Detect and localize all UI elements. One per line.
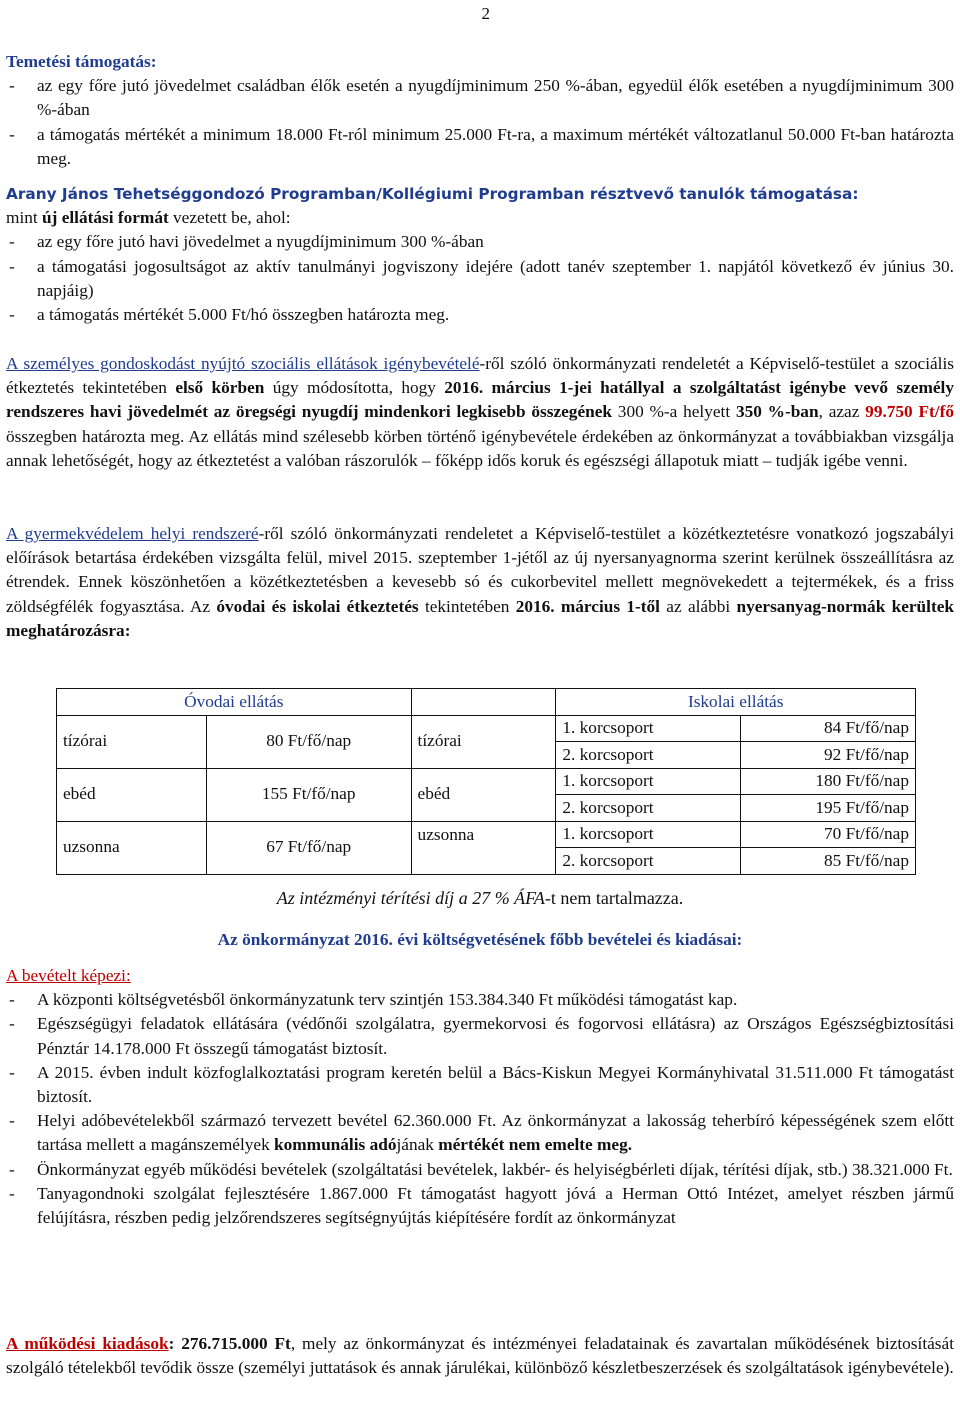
vat-note [6, 886, 954, 910]
paragraph-text: az alábbi [660, 596, 737, 616]
expenses-title: A működési kiadások [6, 1334, 169, 1353]
table-cell: 1. korcsoport [556, 715, 741, 742]
table-cell: uzsonna [411, 821, 556, 874]
table-cell: 85 Ft/fő/nap [741, 848, 916, 875]
revenue-section [6, 964, 954, 1230]
bold-text: 350 %-ban [735, 402, 819, 422]
table-cell: 195 Ft/fő/nap [741, 795, 916, 822]
table-cell: ebéd [411, 768, 556, 821]
list-item: - A 2015. évben indult közfoglalkoztatási program keretén belül a Bács-Kiskun Megyei Kormányhivatal 31.511.000 Ft támogatást biztosít. [6, 1061, 954, 1109]
expenses-amount: : 276.715.000 Ft [168, 1334, 291, 1353]
table-cell: 1. korcsoport [556, 821, 741, 848]
table-cell: ebéd [57, 768, 207, 821]
item-text: Helyi adóbevételekből származó tervezett bevétel 62.360.000 Ft. Az önkormányzat a lakosság teherbíró képességének szem előtt tartása mellett a magánszemélyek [37, 1111, 954, 1155]
list-item: - Egészségügyi feladatok ellátására (védőnői szolgálatra, gyermekorvosi és fogorvosi ellátásra) az Országos Egészségbiztosítási Pénztár 14.178.000 Ft összegű támogatást biztosít. [6, 1012, 954, 1060]
arany-janos-title: Arany János Tehetséggondozó Programban/Kollégiumi Programban résztvevő tanulók támogatása: [6, 185, 859, 203]
intro-text-tail: vezetett be, ahol: [168, 208, 291, 228]
bold-text: nyersanyag-normák kerültek meghatározásra: [6, 596, 955, 640]
bold-text: mértékét nem emelte meg. [438, 1135, 633, 1155]
list-item: - A központi költségvetésből önkormányzatunk terv szintjén 153.384.340 Ft működési támogatást kap. [6, 988, 954, 1012]
paragraph-text: , azaz [818, 402, 866, 422]
table-cell [411, 689, 556, 716]
vat-note-italic: Az intézményi térítési díj a 27 % ÁFA [276, 888, 545, 908]
list-item: - a támogatás mértékét a minimum 18.000 Ft-ról minimum 25.000 Ft-ra, a maximum mértékét változatlanul 50.000 Ft-ban határozta meg. [6, 123, 954, 171]
table-row [57, 715, 916, 742]
arany-janos-section [6, 182, 954, 327]
list-item [6, 1109, 954, 1157]
school-header: Iskolai ellátás [556, 689, 916, 716]
bold-text: 2016. március 1-jei hatállyal a szolgáltatást igénybe vevő személy rendszeres havi jövedelmét az öregségi nyugdíj mindenkori legkisebb összegének [6, 378, 954, 422]
table-cell: 2. korcsoport [556, 742, 741, 769]
table-cell: tízórai [411, 715, 556, 768]
paragraph-text: 300 %-a helyett [612, 402, 736, 422]
list-item: - Tanyagondnoki szolgálat fejlesztésére 1.867.000 Ft támogatást hagyott jóvá a Herman Ottó Intézet, amelyet részben jármű felújításra, részben pedig jelzőrendszeres segítségnyújtás kiépítésére fordít az önkormányzat [6, 1182, 954, 1230]
list-item: - az egy főre jutó havi jövedelmet a nyugdíjminimum 300 %-ában [6, 230, 954, 254]
bold-text: 2016. március 1-től [515, 596, 660, 616]
funeral-support-list [6, 74, 954, 171]
table-cell: tízórai [57, 715, 207, 768]
table-row [57, 768, 916, 795]
highlight-amount: 99.750 Ft/fő [865, 402, 954, 422]
food-norm-table [56, 688, 916, 875]
list-item: - a támogatási jogosultságot az aktív tanulmányi jogviszony idejére (adott tanév szeptember 1. napjától következő év június 30. napjáig) [6, 255, 954, 303]
arany-janos-list [6, 230, 954, 327]
table-cell: 92 Ft/fő/nap [741, 742, 916, 769]
table-cell: 180 Ft/fő/nap [741, 768, 916, 795]
revenue-list [6, 988, 954, 1230]
paragraph-text: összegben határozta meg. Az ellátás mind szélesebb körben történő igénybevétele érdekében az önkormányzat a továbbiakban vizsgálja annak lehetőségét, hogy az étkeztetést a valóban rászorulók – főképp idős koruk és egészségi állapotuk miatt – tudják igébe venni. [6, 426, 954, 470]
list-item: - Önkormányzat egyéb működési bevételek (szolgáltatási bevételek, lakbér- és helyiségbérleti díjak, térítési díjak, stb.) 38.321.000 Ft. [6, 1158, 954, 1182]
page-number: 2 [481, 4, 490, 23]
paragraph-text: -ről szóló önkormányzati rendeletet a Képviselő-testület a közétkeztetésre vonatkozó jogszabályi előírások betartása érdekében vizsgálta felül, mivel 2015. szeptember 1-jétől az új nyersanyagnorma szerint kerülnek összeállításra az étrendek. Ennek köszönhetően a közétkeztetésben a kevesebb só és cukorbevitel mellett megnövekedett a tejtermékek, és a friss zöldségfélék fogyasztása. Az [6, 524, 954, 616]
funeral-support-section [6, 50, 954, 171]
child-protection-link[interactable]: A gyermekvédelem helyi rendszeré [6, 524, 259, 543]
list-item: - az egy főre jutó jövedelmet családban élők esetén a nyugdíjminimum 250 %-ában, egyedül élők esetében a nyugdíjminimum 300 %-ában [6, 74, 954, 122]
paragraph-text: tekintetében [418, 596, 516, 616]
expenses-section [6, 1332, 954, 1380]
table-cell: uzsonna [57, 821, 207, 874]
paragraph-text: -ről szóló önkormányzati rendeletét a Képviselő-testület a szociális étkeztetés tekintetében [6, 354, 955, 398]
social-care-link[interactable]: A személyes gondoskodást nyújtó szociális ellátások igénybevételé [6, 354, 480, 373]
arany-janos-intro [6, 206, 954, 230]
bold-text: kommunális adó [274, 1135, 397, 1155]
table-cell: 2. korcsoport [556, 848, 741, 875]
table-cell: 84 Ft/fő/nap [741, 715, 916, 742]
funeral-support-title: Temetési támogatás: [6, 52, 157, 71]
table-cell: 1. korcsoport [556, 768, 741, 795]
vat-note-tail: -t nem tartalmazza. [544, 888, 684, 908]
child-protection-section [6, 522, 954, 643]
bold-text: első körben [175, 378, 265, 398]
item-text: jának [396, 1135, 439, 1155]
budget-heading: Az önkormányzat 2016. évi költségvetésének főbb bevételei és kiadásai: [217, 930, 743, 949]
table-cell: 2. korcsoport [556, 795, 741, 822]
table-cell: 155 Ft/fő/nap [206, 768, 411, 821]
table-cell: 80 Ft/fő/nap [206, 715, 411, 768]
list-item: - a támogatás mértékét 5.000 Ft/hó összegben határozta meg. [6, 303, 954, 327]
paragraph-text: úgy módosította, hogy [264, 378, 445, 398]
revenue-title: A bevételt képezi: [6, 966, 131, 985]
table-cell: 67 Ft/fő/nap [206, 821, 411, 874]
table-row [57, 821, 916, 848]
intro-bold: új ellátási formát [42, 208, 169, 228]
bold-text: óvodai és iskolai étkeztetés [216, 596, 419, 616]
table-cell: 70 Ft/fő/nap [741, 821, 916, 848]
intro-text: mint [6, 208, 43, 228]
social-care-section [6, 352, 954, 473]
kindergarten-header: Óvodai ellátás [57, 689, 412, 716]
expenses-text: , mely az önkormányzat és intézményei feladatainak és zavartalan működésének biztosítását szolgáló tételekből tevődik össze (személyi juttatások és annak járulékai, különböző készletbeszerzések és szolgáltatások igénybevétele). [6, 1334, 954, 1378]
